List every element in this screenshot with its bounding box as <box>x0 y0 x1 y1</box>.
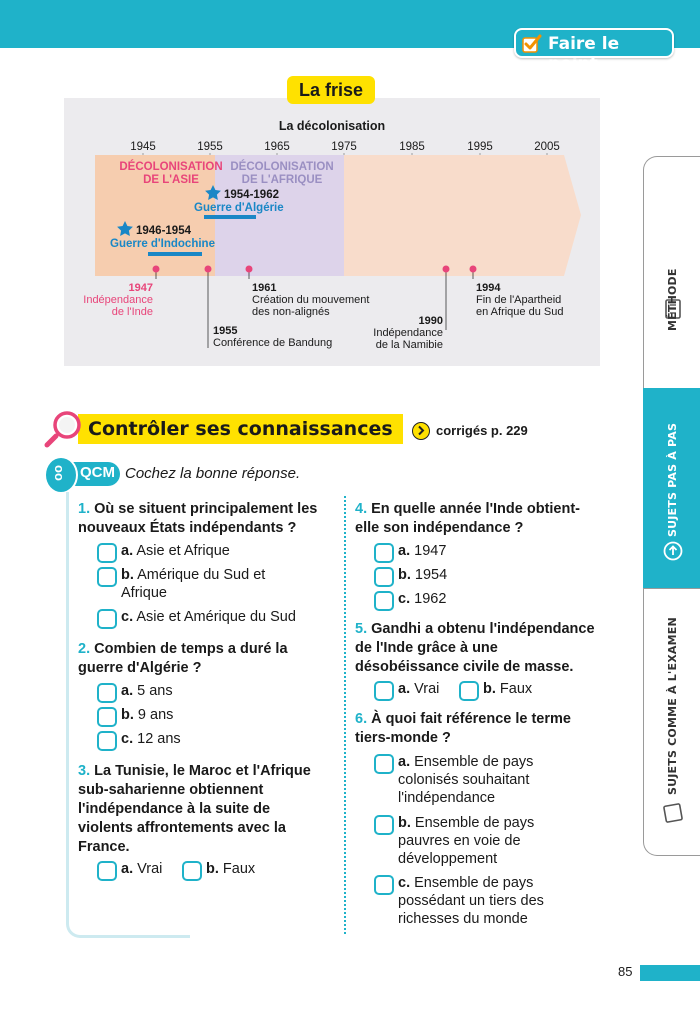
tab-examen-label: SUJETS COMME À L'EXAMEN <box>666 617 679 795</box>
answer-checkbox[interactable] <box>97 609 117 629</box>
arrow-up-circle-icon <box>662 539 684 563</box>
question-text: sub-saharienne obtiennent <box>78 782 264 798</box>
option-letter: b. <box>398 815 411 831</box>
chevron-right-icon[interactable] <box>412 422 430 440</box>
option-letter: c. <box>121 609 134 625</box>
column-divider <box>344 496 346 934</box>
year-tick: 1945 <box>130 141 156 153</box>
answer-option <box>398 590 446 608</box>
question-text: l'indépendance à la suite de <box>78 801 271 817</box>
asia-period-label: DE L'ASIE <box>143 174 199 186</box>
option-letter: a. <box>121 683 134 699</box>
event-label: en Afrique du Sud <box>476 306 564 318</box>
question-number: 6. <box>355 711 368 727</box>
option-text: l'indépendance <box>398 790 496 806</box>
event-dot <box>153 266 160 273</box>
event-dot <box>246 266 253 273</box>
answer-checkbox[interactable] <box>374 681 394 701</box>
answer-checkbox[interactable] <box>97 707 117 727</box>
option-letter: c. <box>121 731 134 747</box>
question-text: de l'Inde grâce à une <box>355 640 498 656</box>
option-text: Asie et Afrique <box>136 543 230 559</box>
event-label: Fin de l'Apartheid <box>476 294 562 306</box>
decolonisation-timeline <box>64 98 600 366</box>
answer-option <box>121 608 296 626</box>
question-2 <box>78 640 288 678</box>
year-tick: 2005 <box>534 141 560 153</box>
option-text: développement <box>398 851 498 867</box>
answer-checkbox[interactable] <box>374 815 394 835</box>
tablet-icon <box>662 801 684 825</box>
option-text: possédant un tiers des <box>398 893 544 909</box>
section-title: Contrôler ses connaissances <box>78 414 403 444</box>
event-dot <box>470 266 477 273</box>
checkbox-check-icon <box>522 34 542 54</box>
question-5 <box>355 620 595 677</box>
tab-sujets-pas-a-pas[interactable] <box>643 388 700 588</box>
qcm-badge <box>44 456 78 494</box>
option-letter: a. <box>121 543 134 559</box>
option-text: 1962 <box>414 591 447 607</box>
page-number-bar <box>640 965 700 981</box>
page-number: 85 <box>618 964 633 979</box>
year-tick: 1955 <box>197 141 223 153</box>
option-text: 12 ans <box>137 731 181 747</box>
event-dot <box>205 266 212 273</box>
answer-checkbox[interactable] <box>97 567 117 587</box>
question-text: guerre d'Algérie ? <box>78 660 202 676</box>
question-text: France. <box>78 839 130 855</box>
option-letter: c. <box>398 875 411 891</box>
question-number: 1. <box>78 501 91 517</box>
answer-checkbox[interactable] <box>97 861 117 881</box>
option-text: colonisés souhaitant <box>398 772 530 788</box>
question-text: elle son indépendance ? <box>355 520 524 536</box>
option-text: 1954 <box>414 567 448 583</box>
question-number: 5. <box>355 621 368 637</box>
question-text: À quoi fait référence le terme <box>371 711 571 727</box>
corriges-link[interactable]: corrigés p. 229 <box>436 423 528 438</box>
frise-panel <box>64 98 600 366</box>
event-year: 1947 <box>128 282 153 294</box>
answer-option <box>398 542 446 560</box>
event-label: Indépendance <box>373 327 443 339</box>
answer-checkbox[interactable] <box>459 681 479 701</box>
answer-option <box>206 860 255 878</box>
africa-period-label: DE L'AFRIQUE <box>241 174 323 186</box>
option-text: Faux <box>222 861 256 877</box>
event-label: Indépendance <box>83 294 153 306</box>
answer-checkbox[interactable] <box>97 543 117 563</box>
option-letter: b. <box>206 861 219 877</box>
option-text: Ensemble de pays <box>414 815 535 831</box>
event-year: 1994 <box>476 282 501 294</box>
option-text: richesses du monde <box>398 911 528 927</box>
year-tick: 1975 <box>331 141 357 153</box>
event-dot <box>443 266 450 273</box>
answer-option <box>121 730 181 748</box>
year-tick: 1965 <box>264 141 290 153</box>
answer-option <box>398 680 439 698</box>
question-1 <box>78 500 317 538</box>
option-text: 5 ans <box>137 683 173 699</box>
question-number: 3. <box>78 763 91 779</box>
year-tick: 1985 <box>399 141 425 153</box>
answer-checkbox[interactable] <box>374 567 394 587</box>
event-label: Création du mouvement <box>252 294 370 306</box>
event-year: 1990 <box>418 315 443 327</box>
question-text: Combien de temps a duré la <box>94 641 288 657</box>
question-text: nouveaux États indépendants ? <box>78 520 297 536</box>
option-letter: a. <box>121 861 134 877</box>
africa-period-label: DÉCOLONISATION <box>230 161 334 173</box>
answer-checkbox[interactable] <box>374 875 394 895</box>
answer-option <box>398 814 534 868</box>
event-label: de la Namibie <box>375 339 443 351</box>
answer-option <box>398 874 544 928</box>
option-text: pauvres en voie de <box>398 833 521 849</box>
event-label: des non-alignés <box>252 306 330 318</box>
tab-sujets-label: SUJETS PAS À PAS <box>666 422 679 537</box>
option-letter: b. <box>483 681 496 697</box>
answer-checkbox[interactable] <box>97 731 117 751</box>
option-text: Vrai <box>414 681 440 697</box>
option-text: Ensemble de pays <box>414 875 534 891</box>
asia-period-label: DÉCOLONISATION <box>119 161 223 173</box>
question-text: désobéissance civile de masse. <box>355 659 574 675</box>
year-tick: 1995 <box>467 141 493 153</box>
option-letter: b. <box>398 567 411 583</box>
event-label: de l'Inde <box>111 306 153 318</box>
option-text: 1947 <box>414 543 447 559</box>
option-text: Vrai <box>137 861 163 877</box>
option-letter: a. <box>398 754 411 770</box>
answer-checkbox[interactable] <box>97 683 117 703</box>
question-3 <box>78 762 311 857</box>
event-label: Conférence de Bandung <box>213 337 333 349</box>
qcm-badge-glyph: oo <box>52 465 67 481</box>
option-text: Asie et Amérique du Sud <box>136 609 296 625</box>
answer-checkbox[interactable] <box>374 591 394 611</box>
option-letter: a. <box>398 543 411 559</box>
war-name: Guerre d'Indochine <box>110 238 215 250</box>
algeria-war-bar <box>204 215 256 219</box>
answer-option <box>121 682 173 700</box>
answer-option <box>121 706 173 724</box>
answer-checkbox[interactable] <box>182 861 202 881</box>
question-number: 2. <box>78 641 91 657</box>
option-letter: b. <box>121 707 134 723</box>
tab-sujets-comme-examen[interactable] <box>643 588 700 856</box>
option-text: 9 ans <box>137 707 174 723</box>
option-letter: b. <box>121 567 134 583</box>
magnifier-icon <box>44 408 84 448</box>
event-year: 1961 <box>252 282 277 294</box>
event-year: 1955 <box>213 325 238 337</box>
qcm-instruction: Cochez la bonne réponse. <box>125 465 301 482</box>
question-text: tiers-monde ? <box>355 730 451 746</box>
option-text: Amérique du Sud et <box>137 567 266 583</box>
qcm-label: QCM <box>80 464 115 481</box>
answer-checkbox[interactable] <box>374 543 394 563</box>
question-text: Où se situent principalement les <box>94 501 318 517</box>
tab-methode-label: MÉTHODE <box>666 268 679 331</box>
option-text: Faux <box>499 681 533 697</box>
option-text: Ensemble de pays <box>414 754 534 770</box>
tab-methode[interactable] <box>643 156 700 392</box>
frise-title: La frise <box>287 76 375 104</box>
answer-option <box>398 566 447 584</box>
question-4 <box>355 500 580 538</box>
option-text: Afrique <box>121 585 167 601</box>
answer-option <box>483 680 532 698</box>
question-text: La Tunisie, le Maroc et l'Afrique <box>94 763 311 779</box>
answer-option <box>121 566 265 602</box>
answer-option <box>121 542 230 560</box>
war-name: Guerre d'Algérie <box>194 202 284 214</box>
war-dates: 1954-1962 <box>224 189 279 201</box>
answer-option <box>121 860 162 878</box>
question-text: En quelle année l'Inde obtient- <box>371 501 581 517</box>
indochina-war-bar <box>148 252 202 256</box>
answer-option <box>398 753 533 807</box>
question-number: 4. <box>355 501 368 517</box>
question-6 <box>355 710 571 748</box>
faire-le-point-label: Faire le point <box>548 34 620 74</box>
faire-le-point-tab[interactable] <box>514 28 674 74</box>
option-letter: c. <box>398 591 411 607</box>
war-dates: 1946-1954 <box>136 225 191 237</box>
question-text: violents affrontements avec la <box>78 820 286 836</box>
timeline-chart-title: La décolonisation <box>278 119 386 133</box>
answer-checkbox[interactable] <box>374 754 394 774</box>
question-text: Gandhi a obtenu l'indépendance <box>371 621 595 637</box>
option-letter: a. <box>398 681 411 697</box>
